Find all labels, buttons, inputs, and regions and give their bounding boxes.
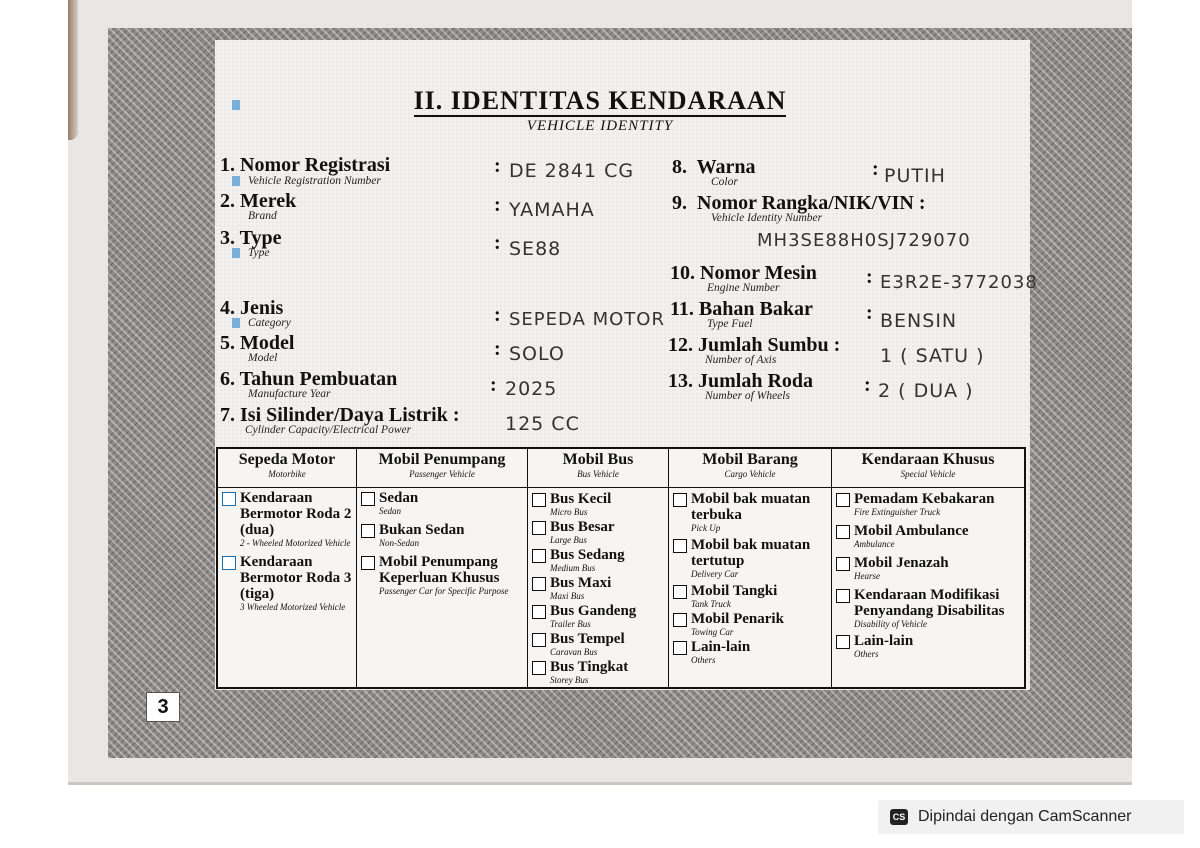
category-sub: Others [854,649,879,659]
category-item [528,491,668,517]
category-sub: Large Bus [550,535,587,545]
category-item-text [379,490,418,516]
category-item [832,491,1024,517]
blue-mark [232,176,240,186]
category-item-text [240,490,352,548]
category-item-text [550,575,611,601]
category-label: Mobil Tangki [691,583,778,599]
category-label: Mobil Ambulance [854,523,969,539]
column-title: Mobil Penumpang [378,451,506,468]
checkbox[interactable] [361,556,375,570]
colon: : [866,266,873,288]
field-year-value: 2025 [505,378,558,400]
field-model-sub: Model [248,352,278,364]
category-item [528,575,668,601]
field-fuel-label: 11. Bahan Bakar [670,298,813,320]
category-item-text [379,522,464,548]
category-item [832,523,1024,549]
category-label: Bus Maxi [550,575,612,591]
checkbox[interactable] [673,613,687,627]
category-item [528,519,668,545]
category-sub: Delivery Car [691,569,739,579]
vehicle-category-table [216,447,1026,689]
colon: : [490,374,497,396]
field-model-value: SOLO [509,343,565,365]
field-type-label: 3. Type [220,227,282,249]
category-item-text [550,491,611,517]
column-subtitle: Special Vehicle [900,469,956,479]
camscanner-watermark [878,800,1184,834]
field-engine-sub: Engine Number [707,282,780,294]
colon: : [864,374,871,396]
category-item [528,547,668,573]
category-column-bus [528,449,669,687]
checkbox[interactable] [222,556,236,570]
category-item [832,555,1024,581]
field-axis-label: 12. Jumlah Sumbu : [668,334,841,356]
category-item-text [550,659,628,685]
colon: : [872,158,879,180]
category-item [669,583,831,609]
category-item-text [550,519,615,545]
field-cylinder-sub: Cylinder Capacity/Electrical Power [245,424,412,436]
category-item-text [550,631,625,657]
field-cylinder-label: 7. Isi Silinder/Daya Listrik : [220,404,460,426]
field-wheels-label: 13. Jumlah Roda [668,370,814,392]
category-item [357,554,527,596]
category-sub: Others [691,655,716,665]
field-type-value: SE88 [509,238,562,260]
colon: : [866,302,873,324]
field-model-label: 5. Model [220,332,295,354]
field-color-label: 8. Warna [672,156,756,178]
category-item [528,631,668,657]
category-item [669,491,831,533]
column-title: Kendaraan Khusus [861,451,995,468]
checkbox[interactable] [673,493,687,507]
category-label: Lain-lain [691,639,751,655]
field-axis-sub: Number of Axis [705,354,777,366]
checkbox[interactable] [532,577,546,591]
column-header [357,451,527,488]
field-category-label: 4. Jenis [220,297,284,319]
category-sub: Caravan Bus [550,647,598,657]
field-brand-value: YAMAHA [509,199,595,221]
checkbox[interactable] [836,493,850,507]
checkbox[interactable] [532,549,546,563]
category-label: Mobil Penumpang Keperluan Khusus [379,554,500,586]
column-subtitle: Bus Vehicle [577,469,619,479]
category-label: Bus Gandeng [550,603,637,619]
page-title: II. IDENTITAS KENDARAAN [413,86,787,115]
page-subtitle: VEHICLE IDENTITY [526,118,674,134]
category-label: Mobil bak muatan tertutup [691,537,811,569]
category-sub: Towing Car [691,627,734,637]
field-axis-value: 1 ( SATU ) [880,345,985,367]
checkbox[interactable] [361,524,375,538]
checkbox[interactable] [532,521,546,535]
category-item-text [550,547,625,573]
category-column-passenger [357,449,528,687]
category-item-text [854,633,913,659]
field-brand-label: 2. Merek [220,190,297,212]
checkbox[interactable] [836,589,850,603]
field-engine-value: E3R2E-3772038 [880,272,1038,293]
category-label: Bus Kecil [550,491,612,507]
category-item-text [854,587,1020,629]
checkbox[interactable] [222,492,236,506]
category-sub: Medium Bus [550,563,596,573]
category-item [669,537,831,579]
category-label: Lain-lain [854,633,914,649]
checkbox[interactable] [532,493,546,507]
category-item-text [854,491,994,517]
checkbox[interactable] [361,492,375,506]
field-engine-label: 10. Nomor Mesin [670,262,817,284]
category-item-text [240,554,352,612]
colon: : [494,338,501,360]
column-subtitle: Motorbike [268,469,306,479]
field-cylinder-value: 125 CC [505,413,580,435]
blue-mark [232,318,240,328]
category-item-text [691,537,827,579]
page-number: 3 [146,692,180,722]
category-sub: Storey Bus [550,675,589,685]
colon: : [494,194,501,216]
field-vin-sub: Vehicle Identity Number [711,212,823,224]
field-fuel-sub: Type Fuel [707,318,753,330]
category-item [357,522,527,548]
column-header [218,451,356,488]
checkbox[interactable] [673,641,687,655]
field-vin-value: MH3SE88H0SJ729070 [757,230,971,251]
category-sub: Ambulance [854,539,895,549]
field-color-sub: Color [711,176,738,188]
checkbox[interactable] [673,585,687,599]
category-label: Bus Sedang [550,547,625,563]
category-sub: Fire Extinguisher Truck [854,507,941,517]
column-subtitle: Cargo Vehicle [724,469,776,479]
category-sub: Non-Sedan [379,538,419,548]
category-sub: Disability of Vehicle [854,619,927,629]
category-item [528,603,668,629]
category-sub: Trailer Bus [550,619,591,629]
category-item [669,611,831,637]
category-label: Bus Besar [550,519,615,535]
category-label: Mobil Penarik [691,611,784,627]
category-column-special [832,449,1024,687]
field-registration-value: DE 2841 CG [509,160,635,182]
field-year-label: 6. Tahun Pembuatan [220,368,398,390]
category-sub: 3 Wheeled Motorized Vehicle [240,602,346,612]
category-label: Sedan [379,490,419,506]
category-item-text [550,603,636,629]
category-label: Kendaraan Bermotor Roda 3 (tiga) [240,554,352,602]
category-item-text [691,611,784,637]
category-item-text [691,583,777,609]
field-fuel-value: BENSIN [880,310,958,332]
category-item [832,633,1024,659]
category-label: Mobil bak muatan terbuka [691,491,811,523]
column-header [832,451,1024,488]
category-column-motorbike [218,449,357,687]
checkbox[interactable] [836,635,850,649]
field-year-sub: Manufacture Year [248,388,331,400]
category-item [528,659,668,685]
category-item-text [379,554,523,596]
category-item-text [691,639,750,665]
colon: : [494,155,501,177]
category-item [218,554,356,612]
category-item [218,490,356,548]
column-subtitle: Passenger Vehicle [409,469,475,479]
category-label: Bus Tingkat [550,659,629,675]
category-item [357,490,527,516]
category-item-text [854,523,969,549]
category-label: Bukan Sedan [379,522,465,538]
category-sub: Micro Bus [550,507,588,517]
category-sub: Passenger Car for Specific Purpose [379,586,509,596]
category-sub: Tank Truck [691,599,731,609]
checkbox[interactable] [532,633,546,647]
category-sub: Pick Up [691,523,721,533]
checkbox[interactable] [532,661,546,675]
colon: : [494,304,501,326]
camscanner-text: Dipindai dengan CamScanner [918,808,1132,825]
column-title: Sepeda Motor [238,451,336,468]
checkbox[interactable] [673,539,687,553]
column-header [669,451,831,488]
category-label: Kendaraan Modifikasi Penyandang Disabilitas [854,587,1005,619]
category-item [832,587,1024,629]
field-category-sub: Category [248,317,291,329]
field-registration-sub: Vehicle Registration Number [248,175,381,187]
field-wheels-value: 2 ( DUA ) [878,380,974,402]
category-label: Kendaraan Bermotor Roda 2 (dua) [240,490,352,538]
field-vin-label: 9. Nomor Rangka/NIK/VIN : [672,192,926,214]
field-type-sub: Type [248,247,270,259]
checkbox[interactable] [836,557,850,571]
field-registration-label: 1. Nomor Registrasi [220,154,391,176]
category-label: Pemadam Kebakaran [854,491,995,507]
field-brand-sub: Brand [248,210,277,222]
checkbox[interactable] [836,525,850,539]
category-label: Mobil Jenazah [854,555,949,571]
colon: : [494,232,501,254]
category-sub: 2 - Wheeled Motorized Vehicle [240,538,351,548]
column-title: Mobil Bus [562,451,634,468]
blue-mark [232,248,240,258]
field-color-value: PUTIH [884,165,946,187]
field-wheels-sub: Number of Wheels [705,390,790,402]
category-sub: Maxi Bus [550,591,585,601]
category-sub: Sedan [379,506,401,516]
category-item [669,639,831,665]
category-sub: Hearse [854,571,880,581]
category-label: Bus Tempel [550,631,625,647]
field-category-value: SEPEDA MOTOR [509,309,665,330]
category-item-text [854,555,949,581]
checkbox[interactable] [532,605,546,619]
column-header [528,451,668,488]
camscanner-logo-icon: CS [890,809,908,825]
category-item-text [691,491,827,533]
category-column-cargo [669,449,832,687]
column-title: Mobil Barang [702,451,798,468]
